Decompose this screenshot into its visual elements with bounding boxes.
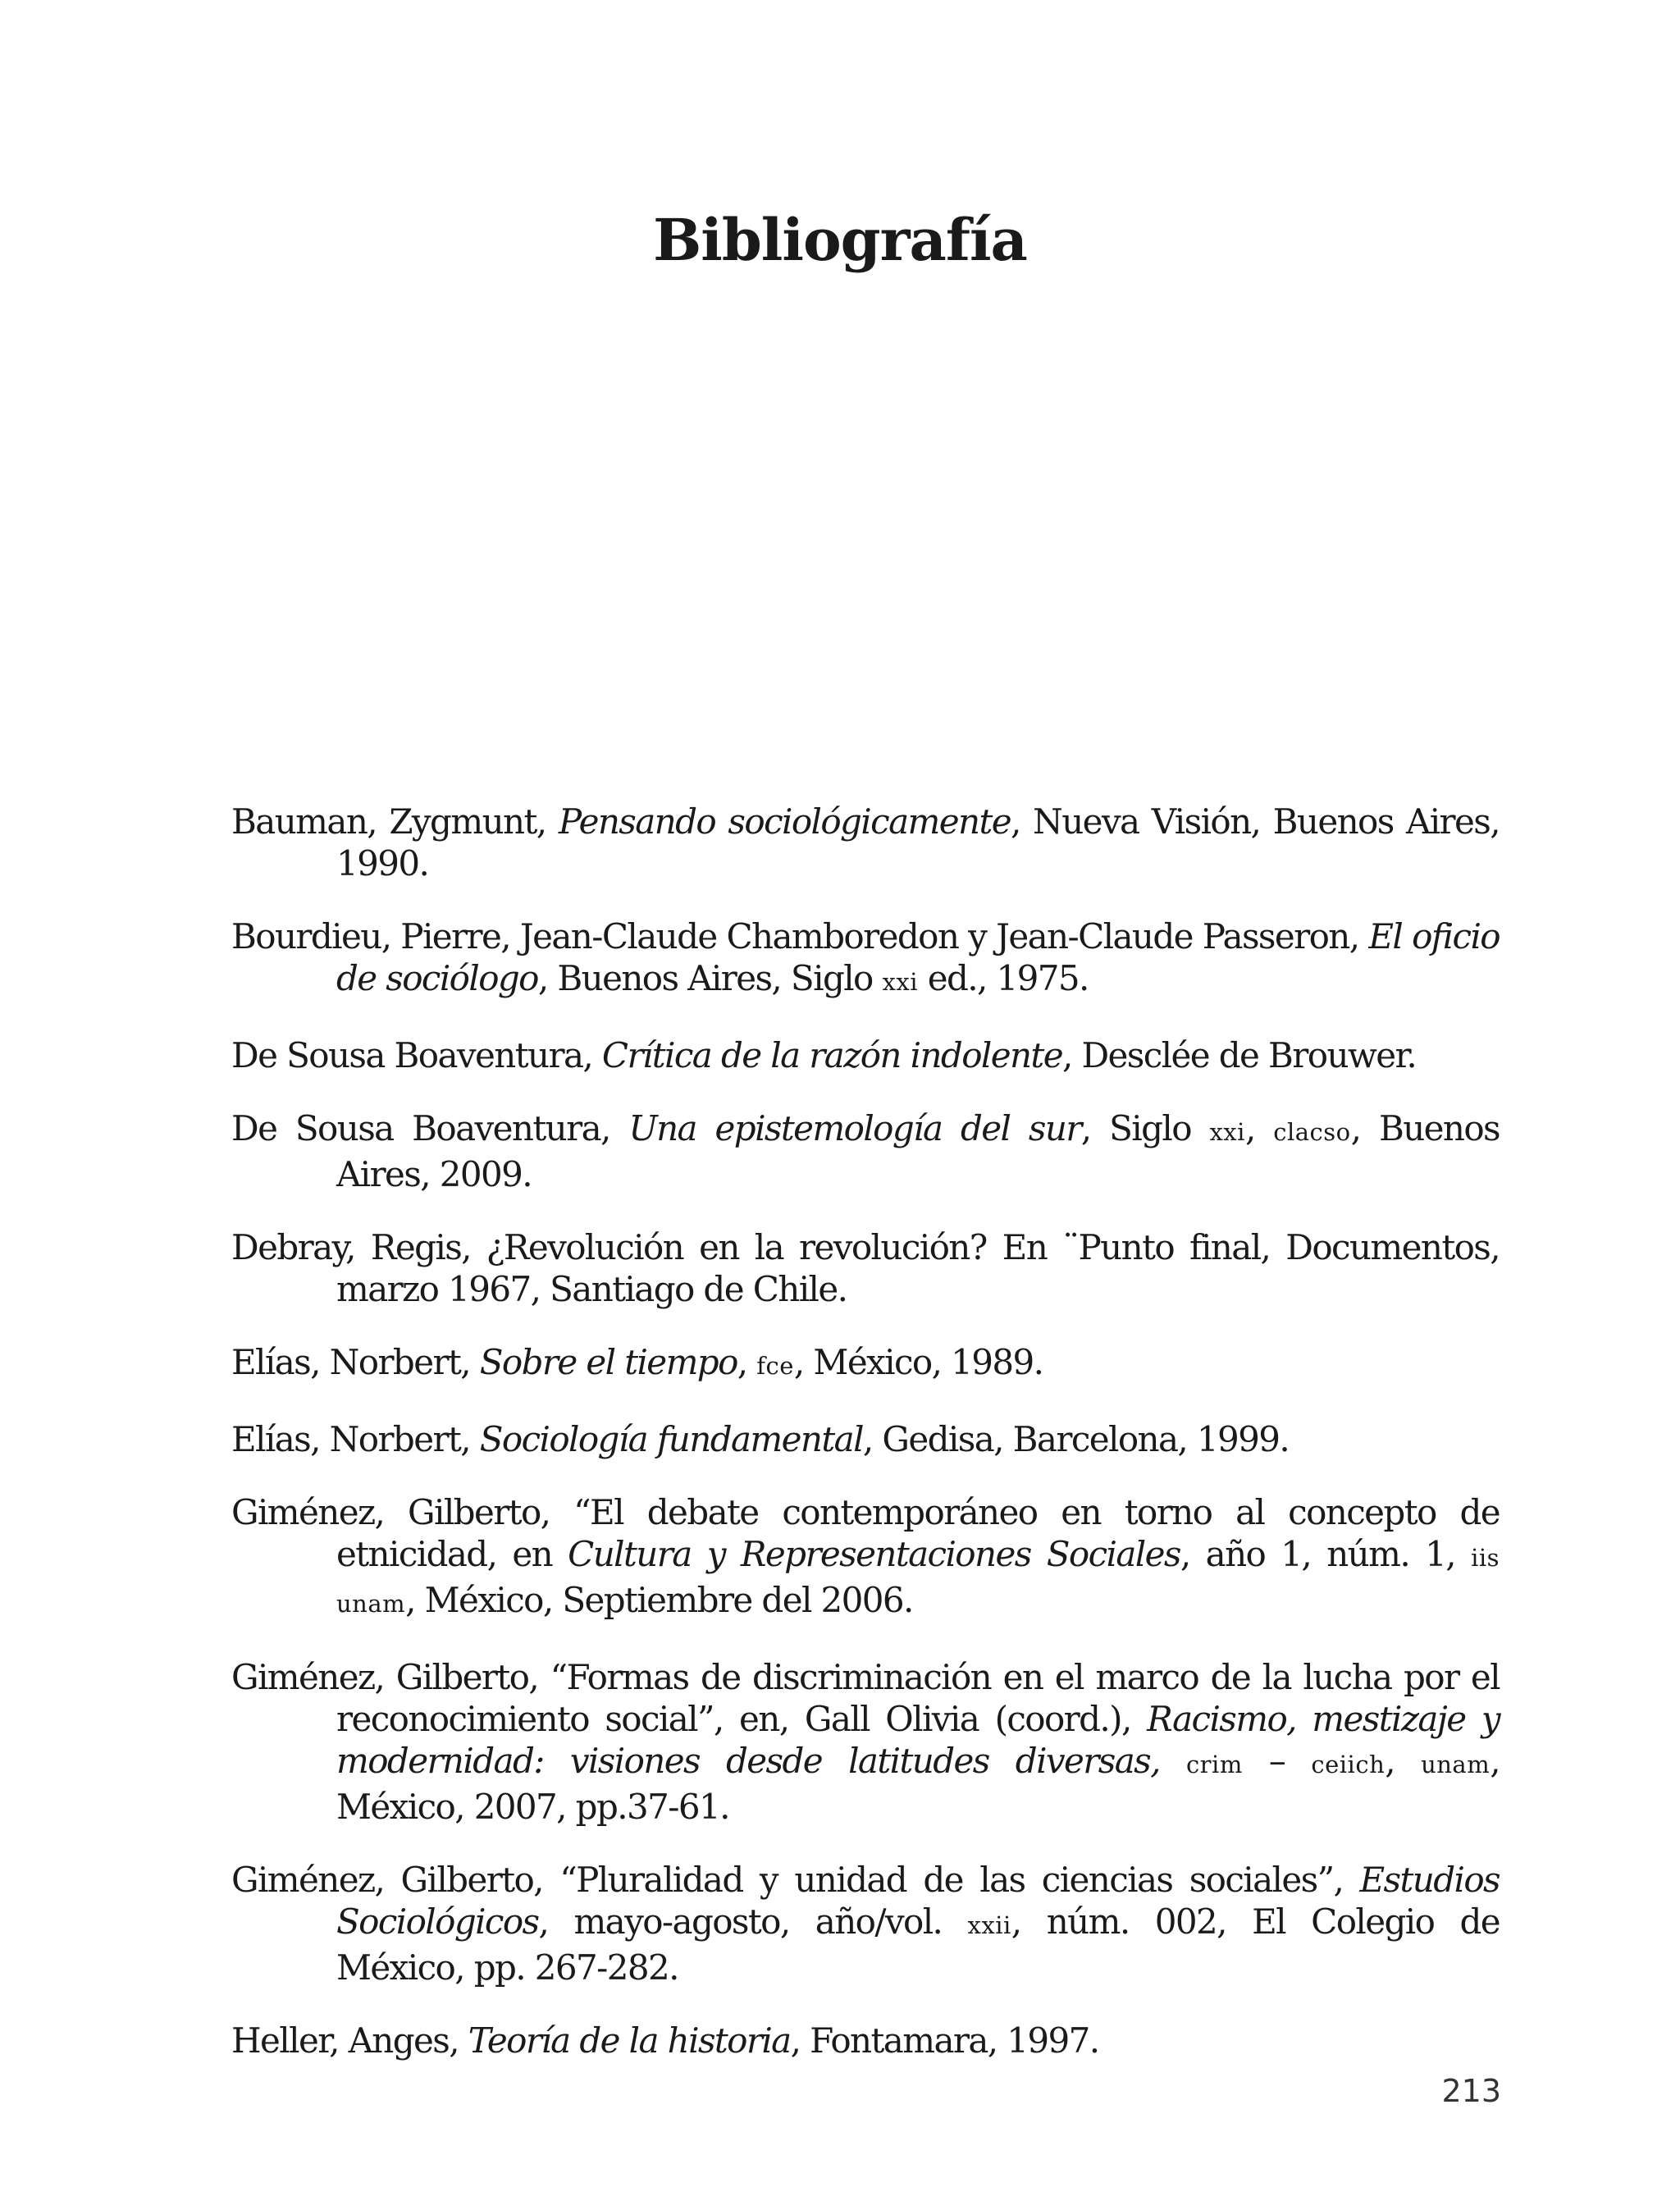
entry-text: , Desclée de Brouwer. <box>1061 1035 1417 1075</box>
small-caps-text: iis unam <box>336 1544 1500 1618</box>
small-caps-text: clacso <box>1273 1118 1351 1146</box>
entry-text: De Sousa Boaventura, <box>231 1108 629 1148</box>
small-caps-text: crim <box>1185 1751 1243 1778</box>
entry-title: Teoría de la historia <box>468 2020 791 2061</box>
page-number: 213 <box>1441 2073 1501 2109</box>
bibliography-entry <box>231 801 1500 884</box>
bibliography-list <box>231 801 1500 2093</box>
entry-title: Sobre el tiempo <box>479 1342 737 1382</box>
entry-text: , año 1, núm. 1, <box>1180 1534 1472 1574</box>
entry-text: , mayo-agosto, año/vol. <box>538 1901 968 1942</box>
entry-text: Debray, Regis, ¿Revolución en la revolución? En ¨Punto final, Documentos, marzo 1967, Santiago de Chile. <box>231 1227 1500 1309</box>
small-caps-text: ceiich <box>1311 1751 1386 1778</box>
entry-text: , Buenos Aires, 2009. <box>336 1108 1500 1194</box>
entry-text: Giménez, Gilberto, “Formas de discriminación en el marco de la lucha por el reconocimiento social”, en, Gall Olivia (coord.), <box>231 1657 1500 1739</box>
entry-text: , <box>1385 1741 1422 1781</box>
entry-text: De Sousa Boaventura, <box>231 1035 602 1075</box>
bibliography-entry <box>231 1034 1500 1076</box>
entry-title: Estudios Sociológicos <box>336 1860 1500 1942</box>
entry-text: Heller, Anges, <box>231 2020 468 2061</box>
entry-text: , Siglo <box>1080 1108 1210 1148</box>
entry-text: , México, 1989. <box>793 1342 1043 1382</box>
small-caps-text: xxi <box>882 968 918 996</box>
bibliography-entry <box>231 1226 1500 1310</box>
entry-text: Bauman, Zygmunt, <box>231 801 559 842</box>
entry-text <box>1160 1741 1186 1781</box>
small-caps-text: fce <box>756 1352 794 1380</box>
entry-text: – <box>1242 1741 1312 1781</box>
entry-text: Giménez, Gilberto, “El debate contemporáneo en torno al concepto de etnicidad, en <box>231 1492 1500 1574</box>
entry-text: Bourdieu, Pierre, Jean-Claude Chamboredon y Jean-Claude Passeron, <box>231 916 1369 956</box>
entry-text: , Buenos Aires, Siglo <box>537 958 883 998</box>
entry-text: , Fontamara, 1997. <box>790 2020 1099 2061</box>
entry-text: , Gedisa, Barcelona, 1999. <box>862 1419 1290 1459</box>
entry-title: Una epistemología del sur <box>628 1108 1081 1148</box>
entry-text: , Nueva Visión, Buenos Aires, 1990. <box>336 801 1500 883</box>
entry-text: ed., 1975. <box>918 958 1089 998</box>
entry-text: Elías, Norbert, <box>231 1419 480 1459</box>
bibliography-entry <box>231 1491 1500 1625</box>
bibliography-entry <box>231 1656 1500 1828</box>
entry-title: Racismo, mestizaje y modernidad: visiones desde latitudes diversas, <box>336 1699 1500 1781</box>
entry-text: , México, Septiembre del 2006. <box>405 1580 913 1620</box>
entry-title: Crítica de la razón indolente <box>601 1035 1062 1075</box>
small-caps-text: xxii <box>967 1911 1011 1939</box>
entry-title: Pensando sociológicamente <box>558 801 1011 842</box>
bibliography-entry <box>231 915 1500 1003</box>
entry-text: Elías, Norbert, <box>231 1342 480 1382</box>
small-caps-text: xxi <box>1209 1118 1245 1146</box>
entry-title: Cultura y Representaciones Sociales <box>568 1534 1180 1574</box>
small-caps-text: unam <box>1421 1751 1491 1778</box>
entry-title: El oficio de sociólogo <box>336 916 1500 998</box>
entry-text: , <box>737 1342 757 1382</box>
entry-text: Giménez, Gilberto, “Pluralidad y unidad de las ciencias sociales”, <box>231 1860 1360 1900</box>
entry-text: , núm. 002, El Colegio de México, pp. 267-282. <box>336 1901 1500 1988</box>
entry-title: Sociología fundamental <box>479 1419 863 1459</box>
page-title: Bibliografía <box>653 206 1027 274</box>
bibliography-entry <box>231 1418 1500 1460</box>
bibliography-entry <box>231 2020 1500 2061</box>
bibliography-entry <box>231 1859 1500 1988</box>
entry-text: , <box>1244 1108 1274 1148</box>
entry-text: , México, 2007, pp.37-61. <box>336 1741 1500 1827</box>
bibliography-entry <box>231 1341 1500 1387</box>
bibliography-entry <box>231 1107 1500 1195</box>
